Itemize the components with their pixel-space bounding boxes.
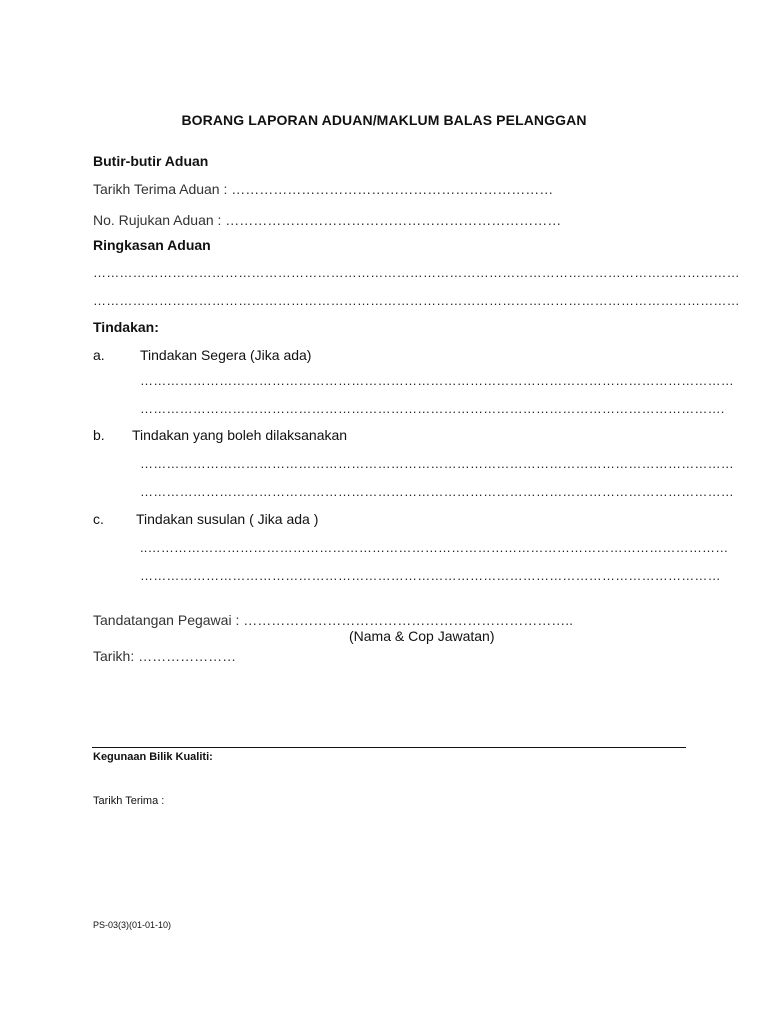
tindakan-heading: Tindakan: — [93, 319, 159, 335]
item-b-line-2[interactable]: ……………………………………………………………………………………………………………………… — [140, 484, 734, 499]
item-c-marker: c. — [93, 511, 104, 527]
item-c-line-2[interactable]: …………………………………………………………………………………………………………………… — [140, 568, 721, 583]
no-rujukan-aduan-field[interactable]: No. Rujukan Aduan : ……………………………………………………………… — [93, 212, 562, 228]
tarikh-field[interactable]: Tarikh: ………………… — [93, 648, 237, 664]
item-a-marker: a. — [93, 347, 105, 363]
tarikh-terima-aduan-field[interactable]: Tarikh Terima Aduan : …………………………………………………………… — [93, 181, 554, 197]
item-b-marker: b. — [93, 427, 105, 443]
ringkasan-heading: Ringkasan Aduan — [93, 237, 211, 253]
ringkasan-line-1[interactable]: ………………………………………………………………………………………………………………………………… — [93, 265, 740, 280]
form-title: BORANG LAPORAN ADUAN/MAKLUM BALAS PELANGGAN — [181, 112, 587, 128]
section-divider — [92, 747, 686, 748]
item-a-line-1[interactable]: ……………………………………………………………………………………………………………………… — [140, 373, 734, 388]
kegunaan-heading: Kegunaan Bilik Kualiti: — [93, 751, 213, 763]
item-b-label: Tindakan yang boleh dilaksanakan — [132, 427, 348, 443]
nama-cop-jawatan-label: (Nama & Cop Jawatan) — [349, 628, 495, 644]
tarikh-terima-field[interactable]: Tarikh Terima : — [93, 795, 165, 807]
tandatangan-pegawai-field[interactable]: Tandatangan Pegawai : …………………………………………………………….. — [93, 612, 574, 628]
ringkasan-line-2[interactable]: ………………………………………………………………………………………………………………………………… — [93, 293, 740, 308]
item-b-line-1[interactable]: ……………………………………………………………………………………………………………………… — [140, 456, 734, 471]
item-c-line-1[interactable]: ..…………………………………………………………………………………………………………………… — [140, 540, 729, 555]
item-c-label: Tindakan susulan ( Jika ada ) — [136, 511, 319, 527]
item-a-line-2[interactable]: ……………………………………………………………………………………………………………………. — [140, 401, 725, 416]
butir-heading: Butir-butir Aduan — [93, 153, 209, 169]
item-a-label: Tindakan Segera (Jika ada) — [140, 347, 312, 363]
form-code: PS-03(3)(01-01-10) — [93, 920, 172, 930]
